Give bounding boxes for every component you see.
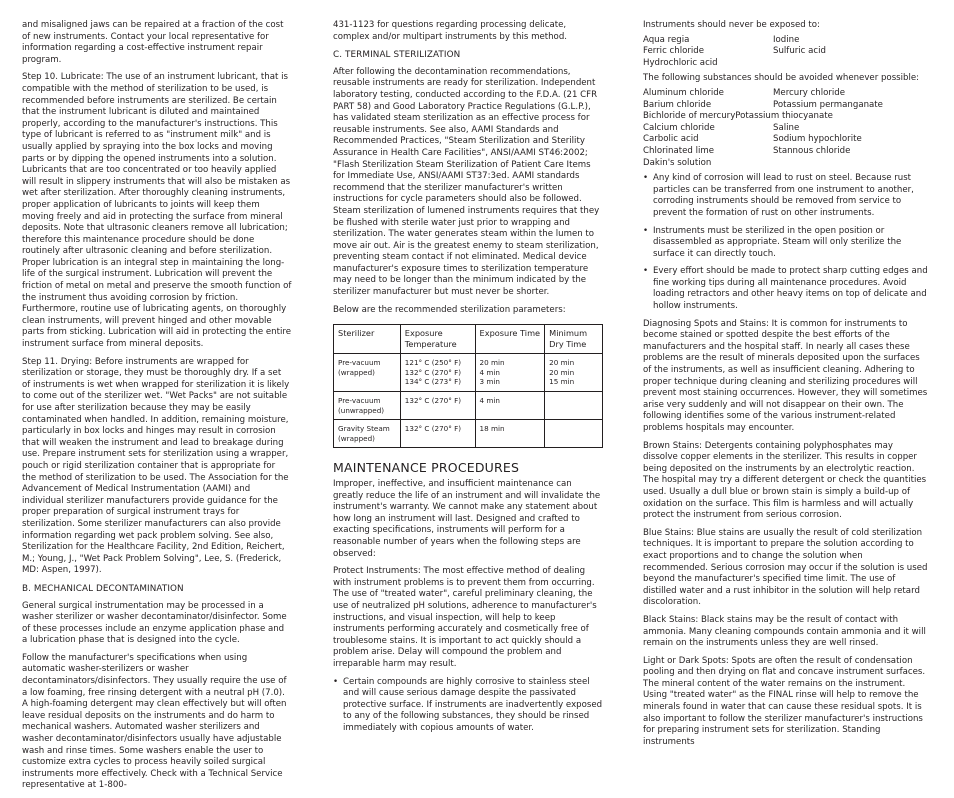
- table-cell: Pre-vacuum (wrapped): [334, 354, 401, 392]
- never-exposed-list: [643, 35, 928, 70]
- list-item: Stannous chloride: [773, 145, 851, 156]
- paragraph-light-dark-spots: Light or Dark Spots: Spots are often the result of condensation pooling and then drying on flat and concave instrument surfaces. The mineral content of the water remains on the instrument. Using "treated water" as the FINAL rinse will help to remove the minerals found in water that can cause these residual spots. It is also important to follow the sterilizer manufacturer's instructions for preparing instrument sets for sterilization. Standing instruments: [643, 655, 926, 747]
- list-item: Carbolic acid: [643, 134, 699, 145]
- table-header-row: [334, 325, 603, 354]
- table-cell: 20 min 20 min 15 min: [545, 354, 603, 392]
- list-item: Hydrochloric acid: [643, 57, 718, 68]
- list-item: Saline: [773, 122, 800, 133]
- bullet-corrosive-compounds: • Certain compounds are highly corrosive to stainless steel and will cause serious damage despite the passivated protective surface. If instruments are inadvertently exposed to any of the following substances, they should be rinsed immediately with copious amounts of water.: [333, 677, 603, 735]
- paragraph-repair: and misaligned jaws can be repaired at a fraction of the cost of new instruments. Contact your local representative for information regarding a cost-effective instrument repair program.: [22, 20, 284, 65]
- column-left: [22, 20, 292, 798]
- bullet-open-position: • Instruments must be sterilized in the open position or disassembled as appropriate. Steam will only sterilize the surface it can directly touch.: [643, 226, 928, 261]
- list-item: Bichloride of mercuryPotassium thiocyanate: [643, 111, 833, 122]
- table-header-cell: Exposure Time: [475, 325, 545, 354]
- list-item: Aqua regia: [643, 34, 690, 45]
- paragraph-continued: 431-1123 for questions regarding processing delicate, complex and/or multipart instruments by this method.: [333, 20, 568, 42]
- heading-mechanical-decontamination: B. MECHANICAL DECONTAMINATION: [22, 583, 184, 594]
- list-item: [773, 158, 923, 170]
- list-item: Dakin's solution: [643, 157, 712, 168]
- table-cell: [545, 420, 603, 448]
- paragraph-maintenance-1: Improper, ineffective, and insufficient maintenance can greatly reduce the life of an instrument and will invalidate the instrument's warranty. We cannot make any statement about how long an instrument will last. Designed and crafted to exacting specifications, instruments will perform for a reasonable number of years when the following steps are observed:: [333, 479, 601, 559]
- list-item: Chlorinated lime: [643, 145, 715, 156]
- table-cell: 132° C (270° F): [400, 392, 475, 420]
- table-header-cell: Minimum Dry Time: [545, 325, 603, 354]
- column-right: [643, 20, 928, 754]
- list-item: Aluminum chloride: [643, 87, 724, 98]
- table-cell: 4 min: [475, 392, 545, 420]
- table-header-cell: Exposure Temperature: [400, 325, 475, 354]
- table-cell: [545, 392, 603, 420]
- table-row: [334, 392, 603, 420]
- table-header-cell: Sterilizer: [334, 325, 401, 354]
- paragraph-terminal-sterilization: After following the decontamination recommendations, reusable instruments are ready for sterilization. Independent laboratory testing, conducted according to the F.D.A. (21 CFR PART 58) and Good Laboratory Practice Regulations (G.L.P.), has validated steam sterilization as an effective process for reusable instruments. See also, AAMI Standards and Recommended Practices, "Steam Sterilization and Sterility Assurance in Health Care Facilities", ANSI/AAMI ST46:2002; "Flash Sterilization Steam Sterilization of Patient Care Items for Immediate Use, ANSI/AAMI ST37:3ed. AAMI standards recommend that the sterilizer manufacturer's written instructions for cycle parameters should also be followed. Steam sterilization of lumened instruments requires that they be flushed with sterile water just prior to wrapping and sterilization. The water generates steam within the lumen to move air out. Air is the greatest enemy to steam sterilization, preventing steam contact if not eliminated. Medical device manufacturer's exposure times to sterilization temperature may need to be longer than the minimum indicated by the sterilizer manufacturer but must never be shorter.: [333, 66, 600, 298]
- heading-maintenance-procedures: MAINTENANCE PROCEDURES: [333, 460, 520, 476]
- list-item: Sulfuric acid: [773, 46, 826, 57]
- paragraph-mechanical-1: General surgical instrumentation may be processed in a washer sterilizer or washer decontaminator/disinfector. Some of these processes include an enzyme application phase and a lubrication phase that is designed into the cycle.: [22, 600, 287, 646]
- list-item: Mercury chloride: [773, 87, 846, 98]
- paragraph-mechanical-2: Follow the manufacturer's specifications when using automatic washer-sterilizers or washer decontaminators/disinfectors. They usually require the use of a low foaming, free rinsing detergent with a neutral pH (7.0). A high-foaming detergent may clean effectively but will often leave residual deposits on the instruments and do harm to mechanical washers. Automated washer sterilizers and washer decontaminator/disinfectors usually have adjustable wash and rinse times. Some washers enable the user to customize extra cycles to process heavily soiled surgical instruments more effectively. Check with a Technical Service representative at 1-800-: [22, 652, 287, 791]
- avoid-substances-list: [643, 88, 928, 169]
- paragraph-black-stains: Black Stains: Black stains may be the result of contact with ammonia. Many cleaning compounds contain ammonia and it will remain on the instruments unless they are well rinsed.: [643, 614, 926, 649]
- paragraph-avoid-substances: The following substances should be avoided whenever possible:: [643, 73, 920, 84]
- table-row: [334, 354, 603, 392]
- paragraph-diagnosing-stains: Diagnosing Spots and Stains: It is common for instruments to become stained or spotted despite the best efforts of the manufacturers and the hospital staff. In nearly all cases these problems are the result of minerals deposited upon the surfaces of the instruments, as well as insufficient cleaning. Adhering to proper technique during cleaning and sterilizing procedures will prevent most staining occurrences. However, they will sometimes arise very suddenly and will not disappear on their own. The following identifies some of the various instrument-related problems hospitals may encounter.: [643, 318, 928, 433]
- table-cell: 132° C (270° F): [400, 420, 475, 448]
- paragraph-blue-stains: Blue Stains: Blue stains are usually the result of cold sterilization techniques. It is important to prepare the solution according to exact proportions and to change the solution when recommended. Serious corrosion may occur if the solution is used beyond the manufacturer's specified time limit. The use of distilled water and a rust inhibitor in the solution will help retard discoloration.: [643, 527, 928, 608]
- bullet-cutting-edges: • Every effort should be made to protect sharp cutting edges and fine working tips during all maintenance procedures. Avoid loading retractors and other heavy items on top of delicate and hollow instruments.: [643, 266, 928, 312]
- table-cell: 121° C (250° F) 132° C (270° F) 134° C (273° F): [400, 354, 475, 392]
- heading-terminal-sterilization: C. TERMINAL STERILIZATION: [333, 50, 461, 61]
- table-row: [334, 420, 603, 448]
- table-cell: Pre-vacuum (unwrapped): [334, 392, 401, 420]
- bullet-rust: • Any kind of corrosion will lead to rust on steel. Because rust particles can be transferred from one instrument to another, corroding instruments should be removed from service to prevent the formation of rust on other instruments.: [643, 173, 928, 219]
- paragraph-protect-instruments: Protect Instruments: The most effective method of dealing with instrument problems is to prevent them from occurring. The use of "treated water", careful preliminary cleaning, the use of neutralized pH solutions, adherence to manufacturer's instructions, and visual inspection, will help to keep instruments performing accurately and cosmetically free of troublesome stains. It is important to act quickly should a problem arise. Delay will compound the problem and irreparable harm may result.: [333, 566, 597, 669]
- paragraph-brown-stains: Brown Stains: Detergents containing polyphosphates may dissolve copper elements in the sterilizer. This results in copper being deposited on the instruments by an electrolytic reaction. The hospital may try a different detergent or check the quantities used. Usually a dull blue or brown stain is simply a build-up of oxidation on the surface. This film is harmless and will actually protect the instrument from serious corrosion.: [643, 440, 927, 521]
- table-cell: 18 min: [475, 420, 545, 448]
- list-item: Calcium chloride: [643, 122, 715, 133]
- table-cell: 20 min 4 min 3 min: [475, 354, 545, 392]
- table-cell: Gravity Steam (wrapped): [334, 420, 401, 448]
- column-middle: [333, 20, 603, 740]
- paragraph-parameters-intro: Below are the recommended sterilization parameters:: [333, 304, 566, 315]
- list-item: Ferric chloride: [643, 46, 704, 57]
- paragraph-step10-lubricate: Step 10. Lubricate: The use of an instrument lubricant, that is compatible with the method of sterilization to be used, is recommended before instruments are sterilized. Be certain that the instrument lubricant is diluted and maintained properly, according to the manufacturer's instructions. This type of lubricant is referred to as "instrument milk" and is usually applied by spraying into the box locks and moving parts or by dipping the opened instruments into a solution. Lubricants that are too concentrated or too heavily applied will result in slippery instruments that will also be mistaken as wet after sterilization. After thoroughly cleaning instruments, proper application of lubricants to joints will keep them moving freely and aid in protecting the surface from mineral deposits. Note that ultrasonic cleaners remove all lubrication; therefore this maintenance procedure should be done routinely after ultrasonic cleaning and before sterilization. Proper lubrication is an integral step in maintaining the long-life of the surgical instrument. Lubrication will prevent the friction of metal on metal and preserve the smooth function of the instrument thus avoiding corrosion by friction. Furthermore, routine use of lubricating agents, on thoroughly clean instruments, will prevent hinged and other movable parts from sticking. Lubrication will aid in protecting the entire instrument surface from mineral deposits.: [22, 72, 292, 350]
- list-item: Barium chloride: [643, 99, 712, 110]
- paragraph-never-exposed: Instruments should never be exposed to:: [643, 20, 820, 30]
- list-item: Sodium hypochlorite: [773, 134, 862, 145]
- list-item: [773, 58, 923, 70]
- paragraph-step11-drying: Step 11. Drying: Before instruments are wrapped for sterilization or storage, they must be thoroughly dry. If a set of instruments is wet when wrapped for sterilization it is likely to come out of the sterilizer wet. "Wet Packs" are not suitable for use after sterilization because they may be easily contaminated when handled. In addition, remaining moisture, particularly in box locks and hinges may result in corrosion that will weaken the instrument and lead to breakage during use. Prepare instrument sets for sterilization using a wrapper, pouch or rigid sterilization container that is appropriate for the method of sterilization to be used. The Association for the Advancement of Medical Instrumentation (AAMI) and individual sterilizer manufacturers provide guidance for the proper preparation of surgical instrument trays for sterilization. Some sterilizer manufacturers can also provide information regarding wet pack problem solving. See also, Sterilization for the Healthcare Facility, 2nd Edition, Reichert, M.; Young, J., "Wet Pack Problem Solving", Lee, S. (Frederick, MD: Aspen, 1997).: [22, 356, 290, 576]
- list-item: Potassium permanganate: [773, 99, 883, 110]
- list-item: Iodine: [773, 34, 800, 45]
- sterilization-parameters-table: [333, 324, 603, 448]
